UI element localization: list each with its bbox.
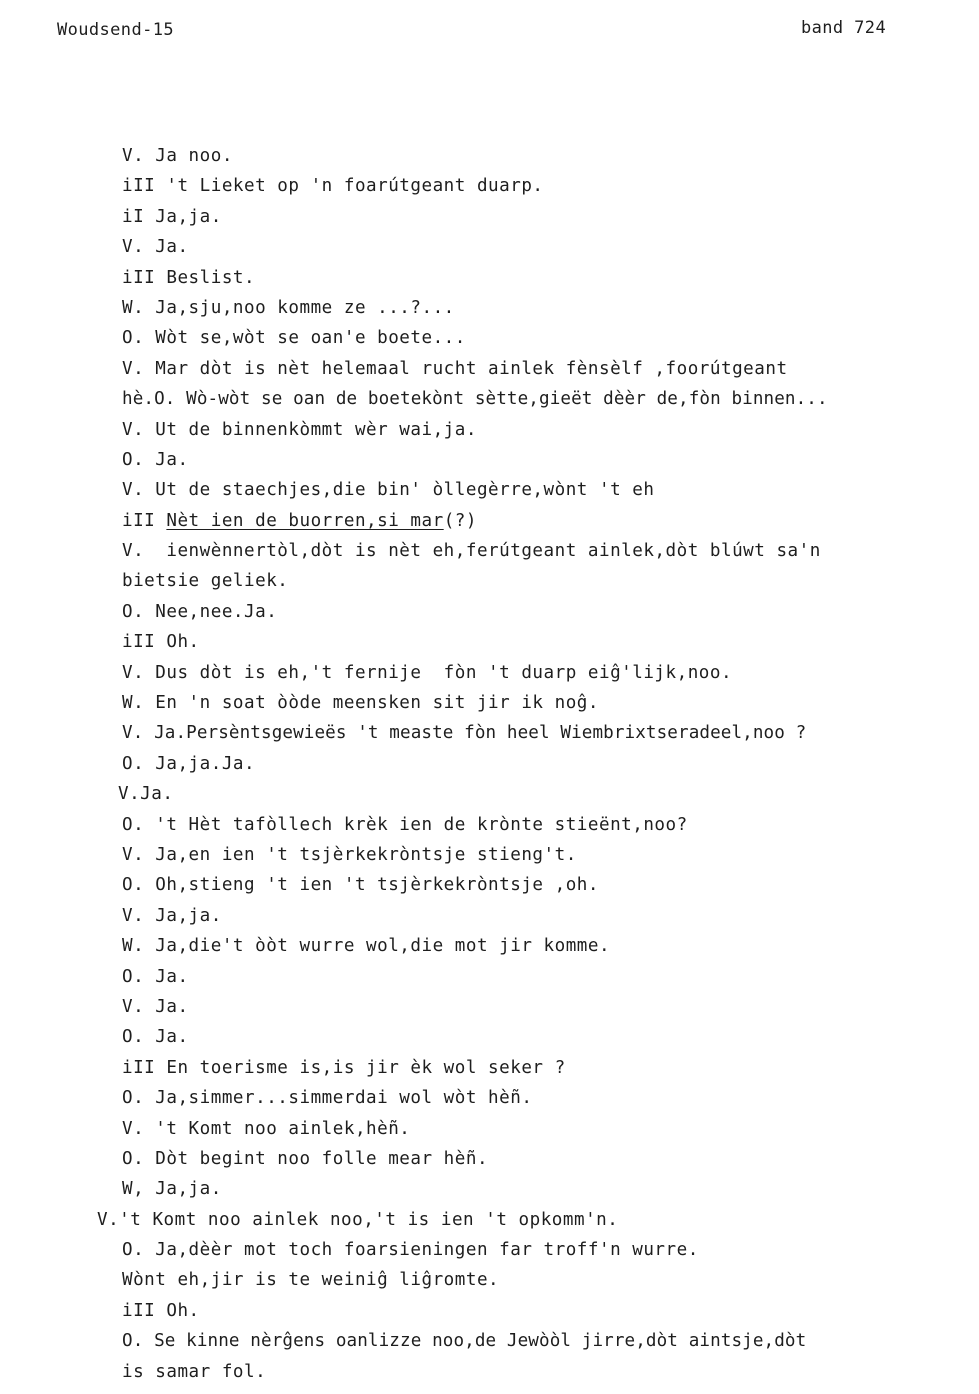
transcript-line: O. Dòt begint noo folle mear hèñ. (122, 1148, 489, 1169)
transcript-line: iII 't Lieket op 'n foarútgeant duarp. (122, 176, 544, 197)
transcript-line: W. Ja,die't òòt wurre wol,die mot jir komme. (122, 936, 611, 957)
transcript-line: O. Ja. (122, 966, 189, 987)
transcript-line: V. Ut de staechjes,die bin' òllegèrre,wònt 't eh (122, 480, 655, 501)
transcript-line: O. Ja,ja.Ja. (122, 753, 256, 774)
transcript-line: Wònt eh,jir is te weiniĝ liĝromte. (122, 1270, 500, 1291)
transcript-line-underlined (0, 506, 979, 536)
transcript-line: hè.O. Wò-wòt se oan de boetekònt sètte,gieët dèèr de,fòn binnen... (122, 389, 828, 410)
transcript-line: O. Wòt se,wòt se oan'e boete... (122, 328, 466, 349)
document-id: Woudsend-15 (57, 20, 174, 40)
transcript-line: W. En 'n soat òòde meensken sit jir ik noĝ. (122, 693, 599, 714)
transcript-line: O. Nee,nee.Ja. (122, 601, 278, 622)
transcript-line: V.'t Komt noo ainlek noo,'t is ien 't opkomm'n. (97, 1209, 619, 1230)
transcript-line: O. Ja,simmer...simmerdai wol wòt hèñ. (122, 1088, 533, 1109)
transcript-line: iII Oh. (122, 1300, 200, 1321)
transcript-line: W, Ja,ja. (122, 1179, 222, 1200)
transcript-line: iI Ja,ja. (122, 206, 222, 227)
transcript-body (0, 141, 979, 1387)
transcript-line: W. Ja,sju,noo komme ze ...?... (122, 297, 455, 318)
transcript-line: V. Ja.Persèntsgewieës 't measte fòn heel Wiembrixtseradeel,noo ? (122, 723, 807, 744)
transcript-line: V.Ja. (118, 784, 174, 805)
transcript-line: iII En toerisme is,is jir èk wol seker ? (122, 1057, 566, 1078)
transcript-line: iII Beslist. (122, 267, 256, 288)
transcript-line: V. 't Komt noo ainlek,hèñ. (122, 1118, 411, 1139)
transcript-line: V. Mar dòt is nèt helemaal rucht ainlek fènsèlf ,foorútgeant (122, 358, 788, 379)
transcript-line: V. Ja,ja. (122, 905, 222, 926)
transcript-line: O. Ja. (122, 449, 189, 470)
transcript-line: V. Ja noo. (122, 146, 233, 166)
underlined-phrase: Nèt ien de buorren,si mar (166, 510, 444, 531)
transcript-line: O. Ja. (122, 1027, 189, 1048)
transcript-line: is samar fol. (122, 1361, 267, 1382)
transcript-line: V. Ja,en ien 't tsjèrkekròntsje stieng't. (122, 844, 577, 865)
transcript-line: V. Dus dòt is eh,'t fernije fòn 't duarp eiĝ'lijk,noo. (122, 662, 733, 683)
transcript-line: O. 't Hèt tafòllech krèk ien de krònte stieënt,noo? (122, 814, 688, 835)
transcript-line: iII Oh. (122, 632, 200, 653)
uncertain-mark: (?) (443, 510, 477, 531)
transcript-line: O. Oh,stieng 't ien 't tsjèrkekròntsje ,oh. (122, 875, 599, 896)
speaker-prefix: iII (122, 510, 167, 531)
transcript-line: O. Ja,dèèr mot toch foarsieningen far troff'n wurre. (122, 1240, 699, 1261)
transcript-line: V. Ja. (122, 996, 189, 1017)
transcript-line: bietsie geliek. (122, 571, 289, 592)
transcript-line: O. Se kinne nèrĝens oanlizze noo,de Jewòòl jirre,dòt aintsje,dòt (122, 1331, 807, 1352)
tape-number: band 724 (801, 18, 887, 38)
transcript-line: V. Ut de binnenkòmmt wèr wai,ja. (122, 419, 477, 440)
transcript-line: V. Ja. (122, 237, 189, 258)
transcript-line: V. ienwènnertòl,dòt is nèt eh,ferútgeant ainlek,dòt blúwt sa'n (122, 541, 821, 562)
